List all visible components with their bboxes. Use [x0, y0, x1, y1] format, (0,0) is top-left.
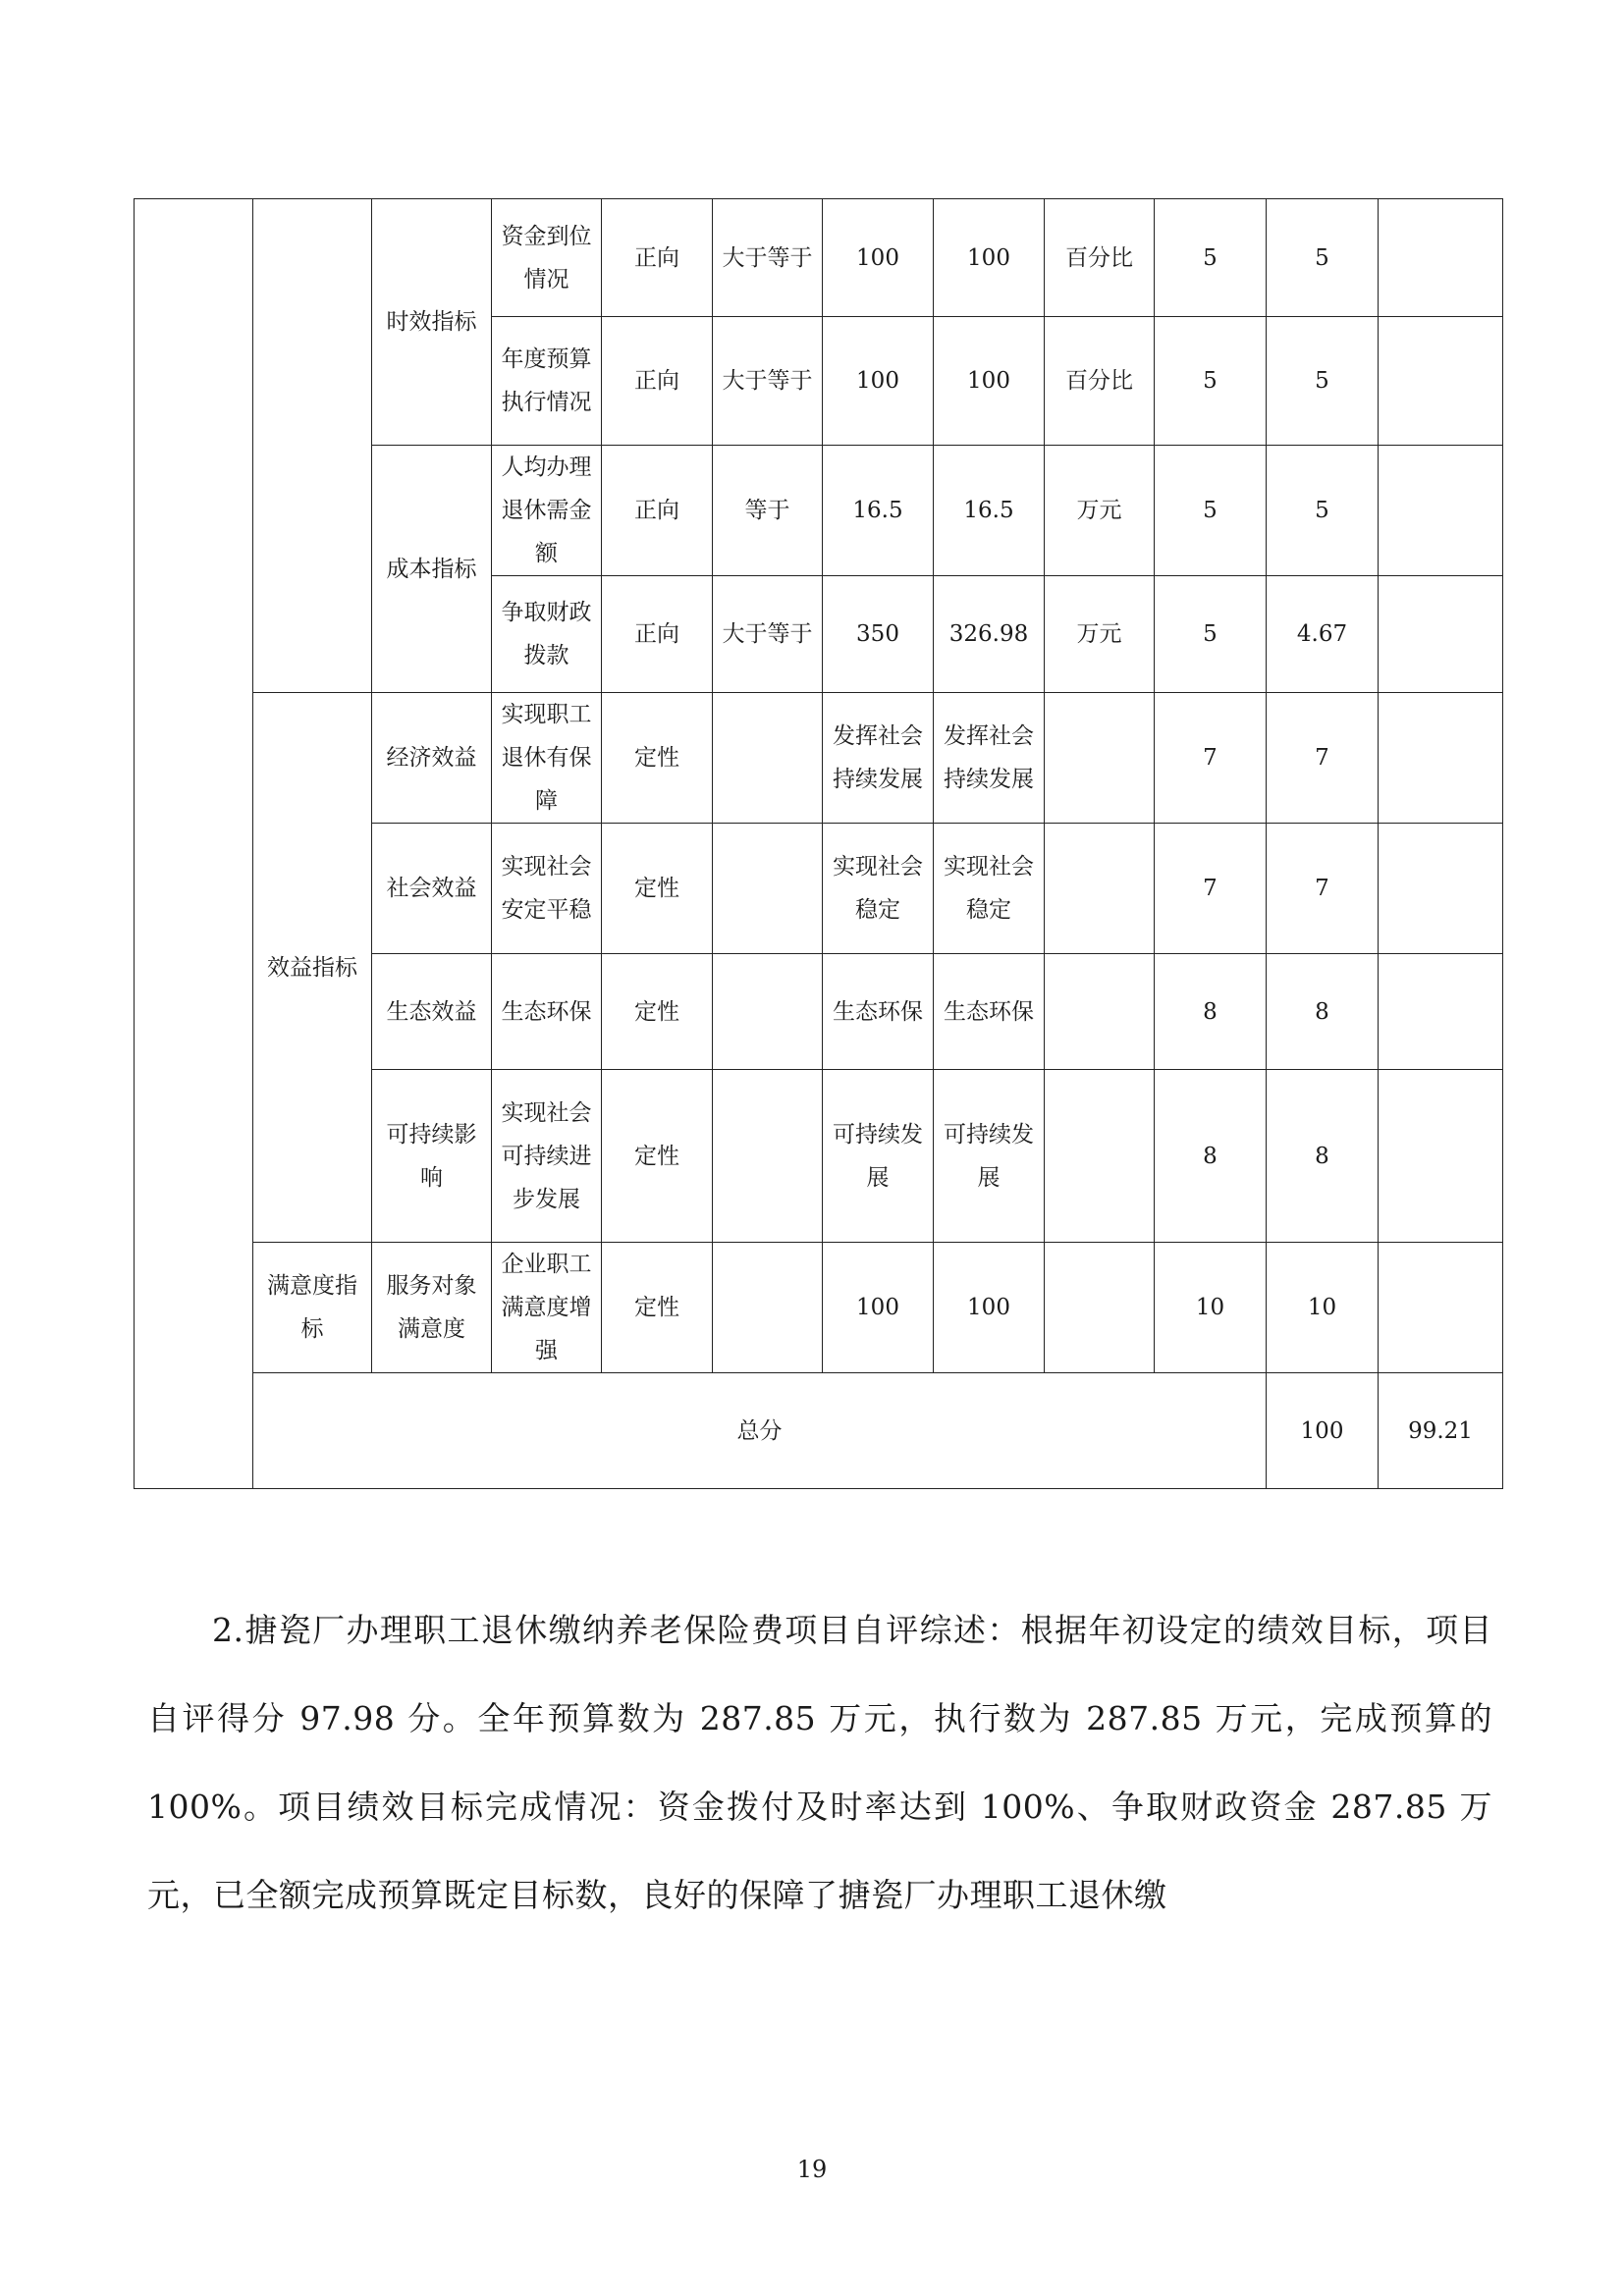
indicator-direction: 定性 — [602, 693, 713, 824]
indicator-direction: 正向 — [602, 199, 713, 317]
indicator-unit — [1045, 824, 1155, 954]
table-body — [135, 199, 1503, 1489]
indicator-actual: 100 — [934, 199, 1045, 317]
indicator-name: 年度预算执行情况 — [492, 317, 602, 446]
indicator-actual: 生态环保 — [934, 954, 1045, 1070]
indicator-direction: 正向 — [602, 576, 713, 693]
indicator-unit: 百分比 — [1045, 199, 1155, 317]
indicator-name: 实现社会安定平稳 — [492, 824, 602, 954]
indicator-direction: 定性 — [602, 954, 713, 1070]
indicator-target: 发挥社会持续发展 — [823, 693, 934, 824]
indicator-actual: 发挥社会持续发展 — [934, 693, 1045, 824]
indicator-score: 8 — [1267, 1070, 1379, 1243]
indicator-target: 16.5 — [823, 446, 934, 576]
indicator-remark — [1379, 1243, 1503, 1373]
indicator-weight: 7 — [1155, 824, 1267, 954]
group-cell: 满意度指标 — [253, 1243, 372, 1373]
indicator-unit: 万元 — [1045, 446, 1155, 576]
indicator-score: 7 — [1267, 693, 1379, 824]
indicator-name: 实现社会可持续进步发展 — [492, 1070, 602, 1243]
total-row — [135, 1373, 1503, 1489]
indicator-operator: 大于等于 — [713, 576, 823, 693]
group-cell — [253, 199, 372, 693]
indicator-direction: 定性 — [602, 1070, 713, 1243]
indicator-remark — [1379, 199, 1503, 317]
indicator-operator — [713, 1243, 823, 1373]
indicator-actual: 可持续发展 — [934, 1070, 1045, 1243]
subgroup-cell: 生态效益 — [372, 954, 492, 1070]
subgroup-cell: 经济效益 — [372, 693, 492, 824]
subgroup-cell: 可持续影响 — [372, 1070, 492, 1243]
indicator-weight: 5 — [1155, 576, 1267, 693]
indicator-score: 7 — [1267, 824, 1379, 954]
indicator-actual: 326.98 — [934, 576, 1045, 693]
indicator-operator — [713, 954, 823, 1070]
indicator-remark — [1379, 446, 1503, 576]
indicator-name: 实现职工退休有保障 — [492, 693, 602, 824]
summary-text: 2.搪瓷厂办理职工退休缴纳养老保险费项目自评综述：根据年初设定的绩效目标，项目自评得分 97.98 分。全年预算数为 287.85 万元，执行数为 287.85 万元，完成预算的 100%。项目绩效目标完成情况：资金拨付及时率达到 100%、争取财政资金 287.85 万元，已全额完成预算既定目标数，良好的保障了搪瓷厂办理职工退休缴 — [147, 1611, 1492, 1914]
indicator-unit: 万元 — [1045, 576, 1155, 693]
indicator-remark — [1379, 693, 1503, 824]
indicator-target: 实现社会稳定 — [823, 824, 934, 954]
indicator-remark — [1379, 317, 1503, 446]
indicator-operator: 大于等于 — [713, 199, 823, 317]
total-label: 总分 — [253, 1373, 1267, 1489]
indicator-operator: 等于 — [713, 446, 823, 576]
summary-paragraph — [147, 1586, 1492, 1940]
indicator-weight: 8 — [1155, 954, 1267, 1070]
indicator-target: 100 — [823, 199, 934, 317]
indicator-score: 5 — [1267, 446, 1379, 576]
indicator-weight: 5 — [1155, 317, 1267, 446]
subgroup-cell: 服务对象满意度 — [372, 1243, 492, 1373]
total-actual-score: 99.21 — [1379, 1373, 1503, 1489]
indicator-operator: 大于等于 — [713, 317, 823, 446]
indicator-target: 可持续发展 — [823, 1070, 934, 1243]
indicator-remark — [1379, 1070, 1503, 1243]
indicator-remark — [1379, 824, 1503, 954]
indicator-unit: 百分比 — [1045, 317, 1155, 446]
page-number: 19 — [796, 2156, 828, 2183]
indicator-direction: 定性 — [602, 1243, 713, 1373]
indicator-score: 8 — [1267, 954, 1379, 1070]
indicator-actual: 100 — [934, 1243, 1045, 1373]
indicator-direction: 定性 — [602, 824, 713, 954]
group-cell: 效益指标 — [253, 693, 372, 1243]
indicator-score: 5 — [1267, 199, 1379, 317]
indicator-unit — [1045, 954, 1155, 1070]
indicator-weight: 5 — [1155, 199, 1267, 317]
indicator-unit — [1045, 1070, 1155, 1243]
indicator-direction: 正向 — [602, 317, 713, 446]
indicator-target: 100 — [823, 317, 934, 446]
indicator-weight: 5 — [1155, 446, 1267, 576]
indicator-weight: 7 — [1155, 693, 1267, 824]
indicator-name: 人均办理退休需金额 — [492, 446, 602, 576]
indicator-actual: 实现社会稳定 — [934, 824, 1045, 954]
indicator-unit — [1045, 693, 1155, 824]
indicator-remark — [1379, 576, 1503, 693]
indicator-score: 4.67 — [1267, 576, 1379, 693]
indicator-weight: 8 — [1155, 1070, 1267, 1243]
table-row — [135, 1243, 1503, 1373]
table-row — [135, 199, 1503, 317]
indicator-weight: 10 — [1155, 1243, 1267, 1373]
table-row — [135, 693, 1503, 824]
indicator-name: 争取财政拨款 — [492, 576, 602, 693]
indicator-operator — [713, 824, 823, 954]
indicator-name: 企业职工满意度增强 — [492, 1243, 602, 1373]
indicator-direction: 正向 — [602, 446, 713, 576]
indicator-name: 资金到位情况 — [492, 199, 602, 317]
total-standard-score: 100 — [1267, 1373, 1379, 1489]
subgroup-cell: 时效指标 — [372, 199, 492, 446]
col-level1-blank — [135, 199, 253, 1489]
indicator-actual: 100 — [934, 317, 1045, 446]
indicator-target: 350 — [823, 576, 934, 693]
indicator-unit — [1045, 1243, 1155, 1373]
indicator-operator — [713, 693, 823, 824]
indicator-remark — [1379, 954, 1503, 1070]
indicator-score: 5 — [1267, 317, 1379, 446]
indicator-target: 100 — [823, 1243, 934, 1373]
indicator-operator — [713, 1070, 823, 1243]
subgroup-cell: 社会效益 — [372, 824, 492, 954]
indicator-actual: 16.5 — [934, 446, 1045, 576]
indicator-target: 生态环保 — [823, 954, 934, 1070]
subgroup-cell: 成本指标 — [372, 446, 492, 693]
performance-table — [134, 198, 1503, 1489]
indicator-name: 生态环保 — [492, 954, 602, 1070]
indicator-score: 10 — [1267, 1243, 1379, 1373]
